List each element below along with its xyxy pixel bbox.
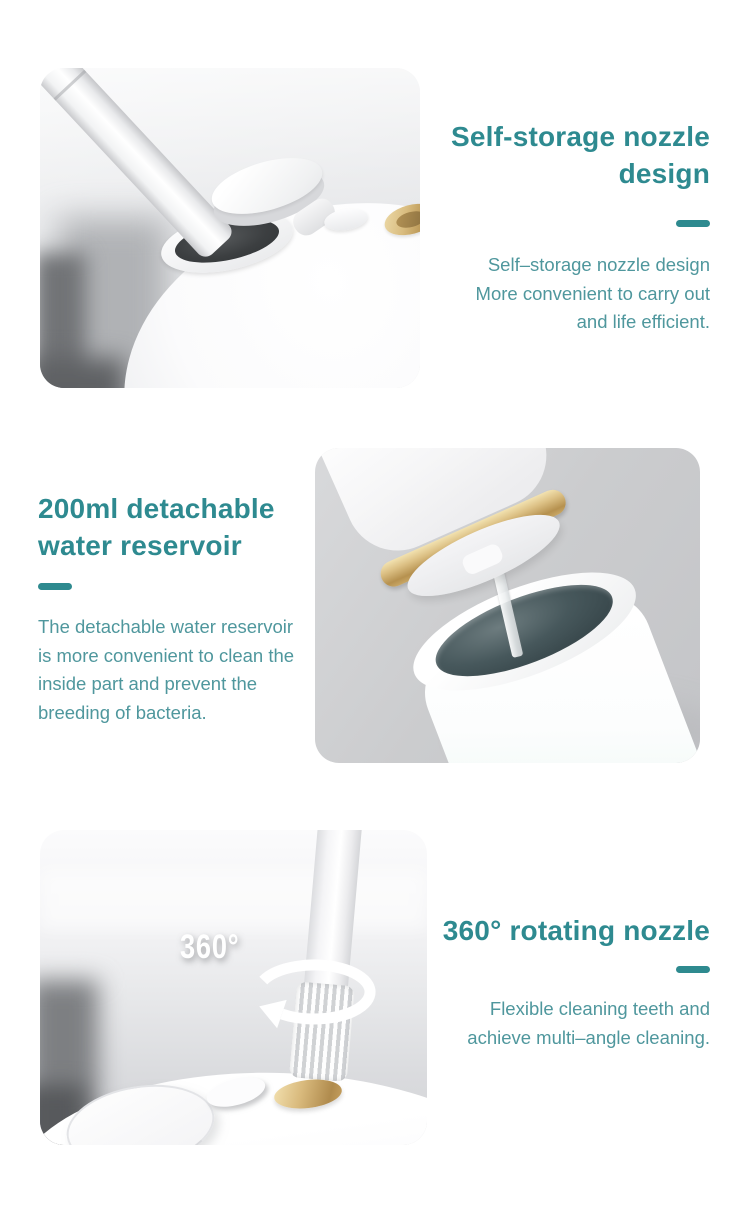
feature-heading-line: 200ml detachable xyxy=(38,493,275,524)
feature-description xyxy=(380,251,710,337)
feature-heading-line: 360° rotating nozzle xyxy=(442,915,710,946)
feature-body-line: breeding of bacteria. xyxy=(38,701,207,723)
feature-body-line: Flexible cleaning teeth and xyxy=(489,998,710,1019)
overlay-360-label: 360° xyxy=(180,928,240,966)
feature-body-line: Self–storage nozzle design xyxy=(487,254,710,275)
rotation-arrow-icon xyxy=(248,954,380,1036)
background-light-band xyxy=(40,870,427,930)
feature-heading-line: Self-storage nozzle xyxy=(451,121,710,152)
feature-description xyxy=(38,613,338,727)
heading-divider xyxy=(676,966,710,973)
nozzle-storage-photo xyxy=(40,68,420,388)
feature-body-line: is more convenient to clean the xyxy=(38,644,295,666)
feature-heading xyxy=(38,490,338,564)
feature-rotating-copy xyxy=(380,912,710,1052)
reservoir-photo xyxy=(315,448,700,763)
nozzle-joint-line xyxy=(54,70,87,101)
feature-body-line: and life efficient. xyxy=(576,311,710,332)
feature-body-line: The detachable water reservoir xyxy=(38,616,294,637)
background-blur-shape xyxy=(40,358,125,388)
feature-description xyxy=(380,995,710,1052)
feature-heading-line: water reservoir xyxy=(38,530,242,561)
heading-divider xyxy=(38,583,72,590)
feature-body-line: achieve multi–angle cleaning. xyxy=(467,1026,710,1048)
feature-heading xyxy=(380,912,710,949)
heading-divider xyxy=(676,220,710,227)
feature-self-storage-copy xyxy=(380,118,710,337)
feature-reservoir-copy xyxy=(38,490,338,727)
feature-body-line: inside part and prevent the xyxy=(38,673,258,694)
rotating-nozzle-photo xyxy=(40,830,427,1145)
feature-body-line: More convenient to carry out xyxy=(475,282,710,304)
feature-heading xyxy=(380,118,710,192)
feature-heading-line: design xyxy=(618,158,710,189)
